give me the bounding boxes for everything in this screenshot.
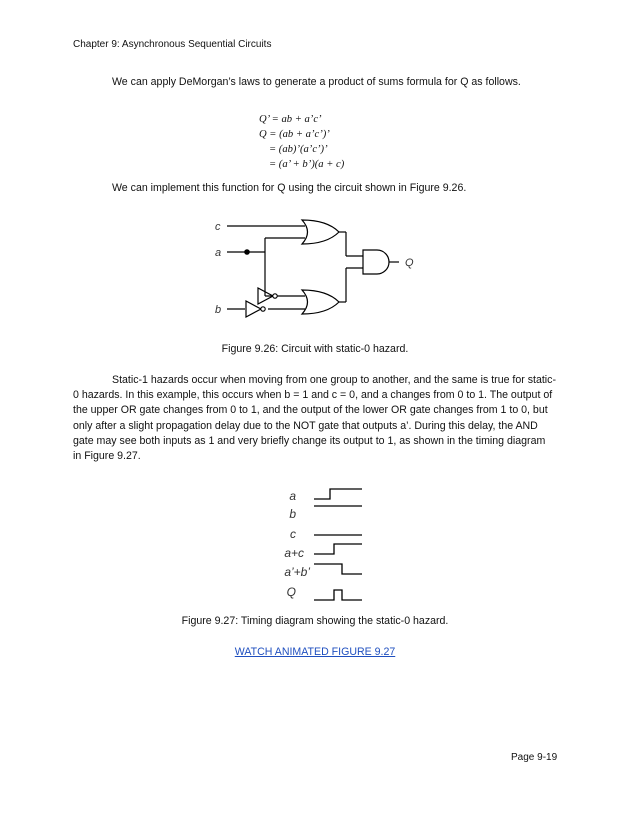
waveform-a (314, 489, 362, 499)
signal-label-c: c (290, 527, 296, 541)
figure-9-26-caption: Figure 9.26: Circuit with static-0 hazard. (221, 343, 409, 355)
signal-label-a: a (289, 489, 296, 503)
watch-animated-figure-link[interactable]: WATCH ANIMATED FIGURE 9.27 (234, 646, 396, 658)
equation-3: = (ab)’(a’c’)’ (269, 144, 328, 155)
timing-diagram (262, 484, 372, 606)
intro-text-demorgan: We can apply DeMorgan’s laws to generate a product of sums formula for Q as follows. (112, 76, 521, 88)
equation-4: = (a’ + b’)(a + c) (269, 159, 345, 170)
equation-2: Q = (ab + a’c’)’ (259, 129, 330, 140)
waveform-a-not-plus-b-not (314, 564, 362, 574)
waveform-q (314, 590, 362, 600)
input-label-c: c (215, 221, 221, 233)
waveform-a-plus-c (314, 544, 362, 554)
input-label-a: a (215, 247, 222, 259)
circuit-diagram (205, 210, 425, 322)
input-label-b: b (215, 304, 222, 316)
signal-label-q: Q (286, 585, 296, 599)
signal-label-a-not-plus-b-not: a’+b’ (284, 565, 310, 579)
signal-label-b: b (289, 507, 296, 521)
page-number: Page 9-19 (511, 752, 558, 763)
equation-1: Q’ = ab + a’c’ (259, 114, 322, 125)
hazard-paragraph (73, 373, 556, 464)
hazard-paragraph-text: Static-1 hazards occur when moving from one group to another, and the same is true for static-0 hazards. In this example, this occurs when b = 1 and c = 0, and a changes from 0 to 1. The output of the upper OR gate changes from 0 to 1, and the output of the lower OR gate changes from 1 to 0, but only after a slight propagation delay due to the NOT gate that outputs a’. During this delay, the AND gate may see both inputs as 1 and very briefly change its output to 1, as shown in the timing diagram in Figure 9.27. (73, 374, 556, 463)
chapter-header: Chapter 9: Asynchronous Sequential Circuits (73, 39, 272, 50)
intro-text-circuit: We can implement this function for Q using the circuit shown in Figure 9.26. (112, 182, 467, 194)
signal-label-a-plus-c: a+c (284, 546, 304, 560)
output-label-q: Q (405, 257, 414, 269)
figure-9-27-caption: Figure 9.27: Timing diagram showing the static-0 hazard. (181, 615, 449, 627)
